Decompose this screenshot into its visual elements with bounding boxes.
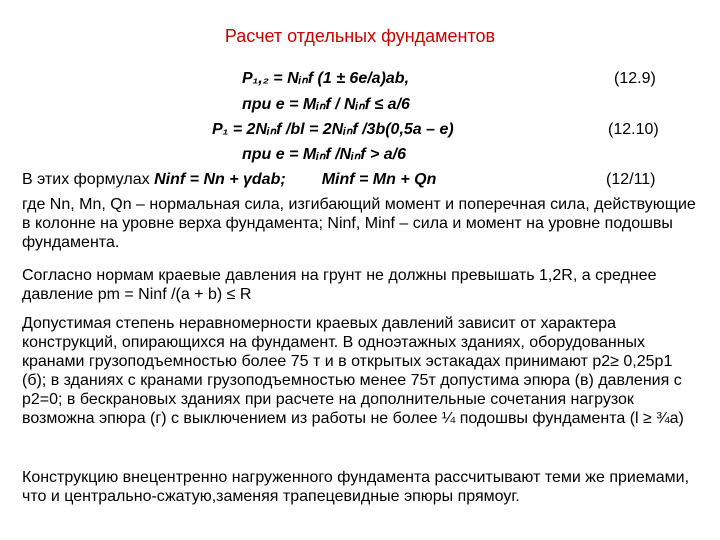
paragraph-nonuniformity: Допустимая степень неравномерности краевых давлений зависит от характера конструкций, опирающихся на фундамент. В одноэтажных зданиях, оборудованных кранами грузоподъемностью более 75 т и в открытых эстакадах принимают p2≥ 0,25p1 (б); в зданиях с кранами грузоподъемностью менее 75т допустима эпюра (в) давления с p2=0; в бескрановых зданиях при расчете на дополнительные сочетания нагрузок возможна эпюра (г) с выключением из работы не более ¼ подошвы фундамента (l ≥ ¾a): [22, 315, 684, 427]
formula-text: P₁,₂ = Nᵢₙf (1 ± 6e/a)ab,: [242, 70, 410, 87]
equation-number: (12/11): [606, 171, 656, 188]
paragraph-design: Конструкцию внецентренно нагруженного фундамента рассчитывают теми же приемами, что и центрально-сжатую,заменяя трапецевидные эпюры прямоуг.: [22, 469, 690, 505]
slide-title: Расчет отдельных фундаментов: [224, 26, 496, 46]
formula-m: Minf = Mn + Qn: [321, 171, 437, 188]
formula-prefix: В этих формулах: [22, 171, 155, 188]
formula-condition-2: [242, 145, 406, 165]
paragraph-definitions: где Nn, Mn, Qn – нормальная сила, изгибающий момент и поперечная сила, действующие в колонне на уровне верха фундамента; Ninf, Minf – сила и момент на уровне подошвы фундамента.: [22, 196, 696, 251]
equation-number: (12.10): [608, 121, 659, 138]
formula-12-9: [242, 69, 409, 89]
formula-12-10: [212, 120, 454, 140]
formula-line-12-11: [22, 170, 436, 190]
formula-text: при e = Mᵢₙf / Nᵢₙf ≤ a/6: [242, 96, 410, 113]
paragraph-pressure-norms: Согласно нормам краевые давления на грунт не должны превышать 1,2R, а среднее давление pm = Ninf /(a + b) ≤ R: [22, 267, 657, 303]
formula-text: P₁ = 2Nᵢₙf /bl = 2Nᵢₙf /3b(0,5a – e): [212, 121, 454, 138]
equation-number: (12.9): [614, 70, 656, 87]
formula-text: при e = Mᵢₙf /Nᵢₙf > a/6: [242, 146, 407, 163]
formula-condition-1: [242, 95, 410, 115]
formula-n: Ninf = Nn + γdab;: [154, 171, 286, 188]
